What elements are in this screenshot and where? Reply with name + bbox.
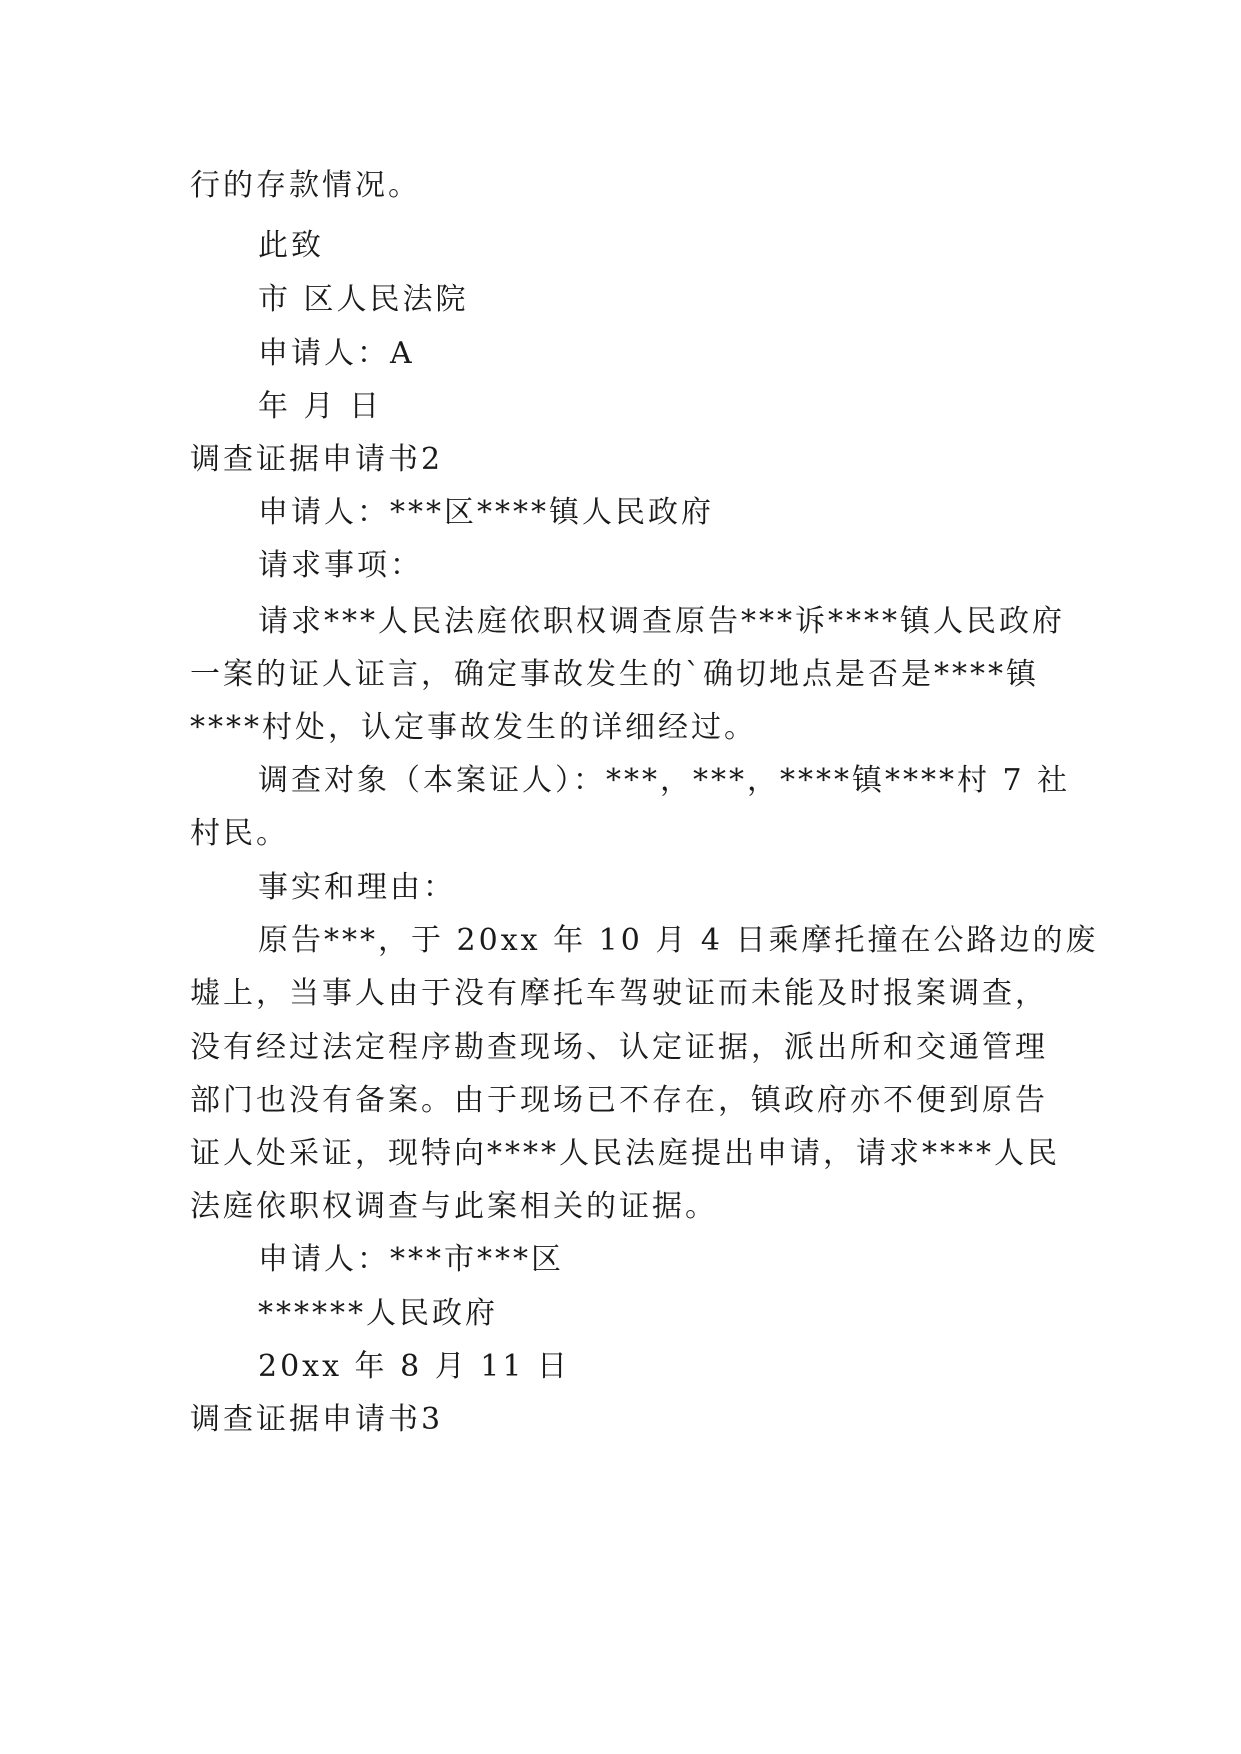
applicant-signature: 申请人：A [258,336,415,371]
text-line: 墟上，当事人由于没有摩托车驾驶证而未能及时报案调查， [190,976,1048,1011]
text-line: 法庭依职权调查与此案相关的证据。 [190,1189,718,1224]
applicant-signature: ******人民政府 [258,1296,498,1331]
text-line: 行的存款情况。 [190,168,421,203]
text-line: 调查对象（本案证人）：***，***，****镇****村 7 社 [258,763,1071,798]
text-line: 村民。 [190,816,289,851]
addressee: 市 区人民法院 [258,282,469,317]
section-title: 调查证据申请书2 [190,442,444,477]
section-title: 调查证据申请书3 [190,1402,444,1437]
text-line: 部门也没有备案。由于现场已不存在，镇政府亦不便到原告 [190,1083,1048,1118]
text-line: 一案的证人证言，确定事故发生的`确切地点是否是****镇 [190,657,1039,692]
heading-request: 请求事项： [258,548,423,583]
text-line: ****村处，认定事故发生的详细经过。 [190,710,757,745]
text-line: 原告***，于 20xx 年 10 月 4 日乘摩托撞在公路边的废 [258,923,1099,958]
applicant-signature: 申请人：***市***区 [258,1242,564,1277]
text-line: 没有经过法定程序勘查现场、认定证据，派出所和交通管理 [190,1030,1048,1065]
text-line: 证人处采证，现特向****人民法庭提出申请，请求****人民 [190,1136,1060,1171]
heading-facts: 事实和理由： [258,870,456,905]
text-line: 请求***人民法庭依职权调查原告***诉****镇人民政府 [258,604,1065,639]
date-line: 年 月 日 [258,389,383,424]
date-line: 20xx 年 8 月 11 日 [258,1349,570,1384]
applicant-line: 申请人：***区****镇人民政府 [258,495,714,530]
salutation: 此致 [258,228,324,263]
